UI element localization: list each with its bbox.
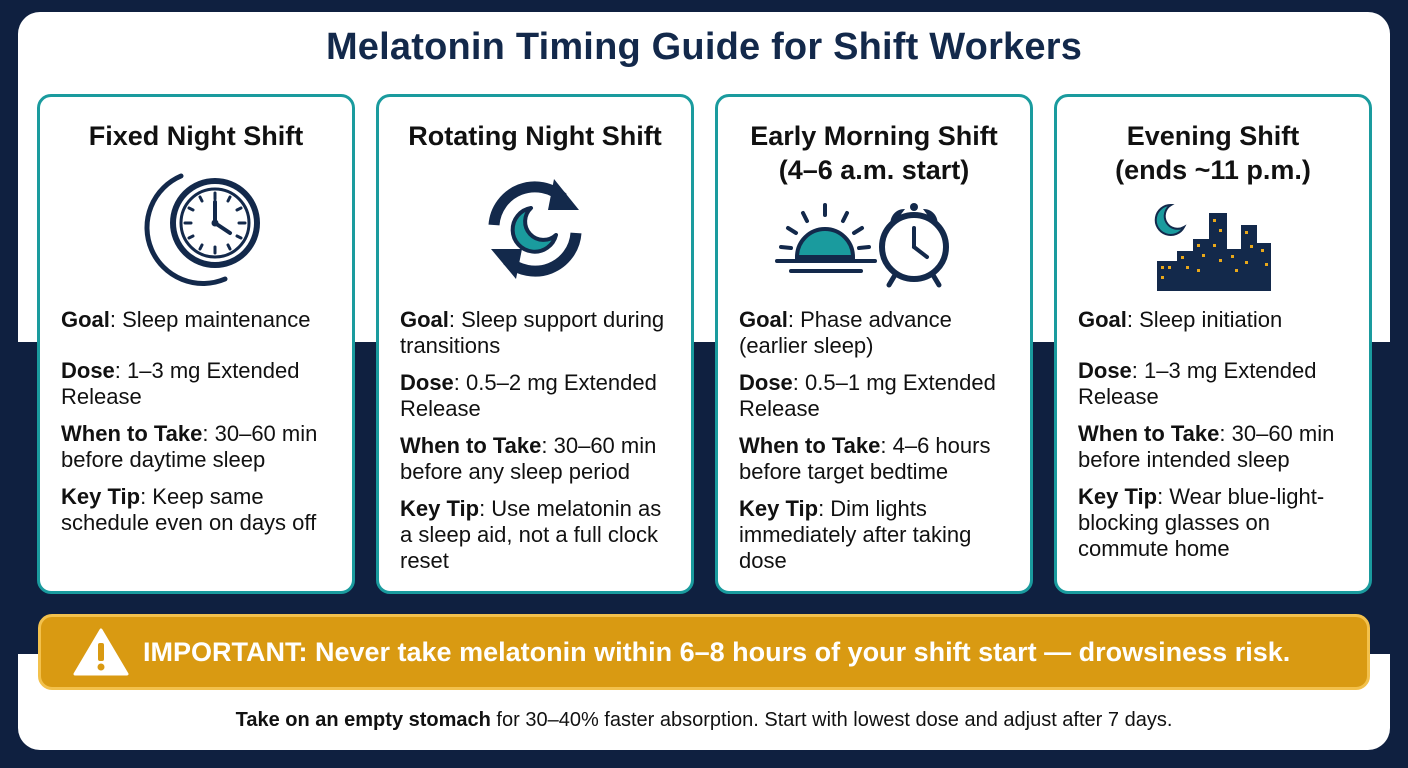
- card-body: [61, 307, 338, 536]
- dose-text: Dose: 1–3 mg Extended Release: [1078, 358, 1317, 409]
- card-title: Evening Shift (ends ~11 p.m.): [1115, 121, 1311, 185]
- sunrise-alarm-clock-icon: [771, 201, 977, 291]
- night-city-icon: [1153, 199, 1273, 295]
- card-fixed-night-shift: [37, 94, 355, 594]
- card-rotating-night-shift: [376, 94, 694, 594]
- when-text: When to Take: 30–60 min before intended sleep: [1078, 421, 1335, 472]
- dose-text: Dose: 1–3 mg Extended Release: [61, 358, 300, 409]
- card-early-morning-shift: [715, 94, 1033, 594]
- footer-bold-text: Take on an empty stomach: [235, 709, 491, 731]
- tip-text: Key Tip: Keep same schedule even on days off: [61, 484, 317, 535]
- tip-text: Key Tip: Dim lights immediately after taking dose: [739, 496, 972, 573]
- goal-text: Goal: Sleep initiation: [1078, 307, 1283, 332]
- moon-clock-icon: [121, 169, 271, 287]
- when-text: When to Take: 30–60 min before daytime sleep: [61, 421, 318, 472]
- card-body: [400, 307, 677, 574]
- card-body: [739, 307, 1016, 574]
- card-title: Fixed Night Shift: [88, 121, 304, 151]
- important-alert-banner: [38, 614, 1370, 690]
- dose-text: Dose: 0.5–1 mg Extended Release: [739, 370, 996, 421]
- footer-text: for 30–40% faster absorption. Start with lowest dose and adjust after 7 days.: [490, 709, 1173, 731]
- cycle-moon-icon: [475, 173, 595, 289]
- card-title: Rotating Night Shift: [408, 121, 662, 151]
- tip-text: Key Tip: Wear blue-light-blocking glasses on commute home: [1078, 484, 1325, 561]
- footer-note: [0, 709, 1408, 732]
- tip-text: Key Tip: Use melatonin as a sleep aid, not a full clock reset: [400, 496, 662, 573]
- page-title: Melatonin Timing Guide for Shift Workers: [325, 26, 1083, 68]
- goal-text: Goal: Phase advance (earlier sleep): [739, 307, 952, 358]
- card-evening-shift: [1054, 94, 1372, 594]
- card-body: [1078, 307, 1355, 562]
- alert-text: IMPORTANT: Never take melatonin within 6–8 hours of your shift start — drowsiness risk.: [143, 636, 1291, 667]
- when-text: When to Take: 4–6 hours before target bedtime: [739, 433, 991, 484]
- when-text: When to Take: 30–60 min before any sleep period: [400, 433, 657, 484]
- card-title: Early Morning Shift (4–6 a.m. start): [750, 121, 998, 185]
- warning-icon: [73, 627, 129, 677]
- dose-text: Dose: 0.5–2 mg Extended Release: [400, 370, 657, 421]
- goal-text: Goal: Sleep maintenance: [61, 307, 311, 332]
- goal-text: Goal: Sleep support during transitions: [400, 307, 665, 358]
